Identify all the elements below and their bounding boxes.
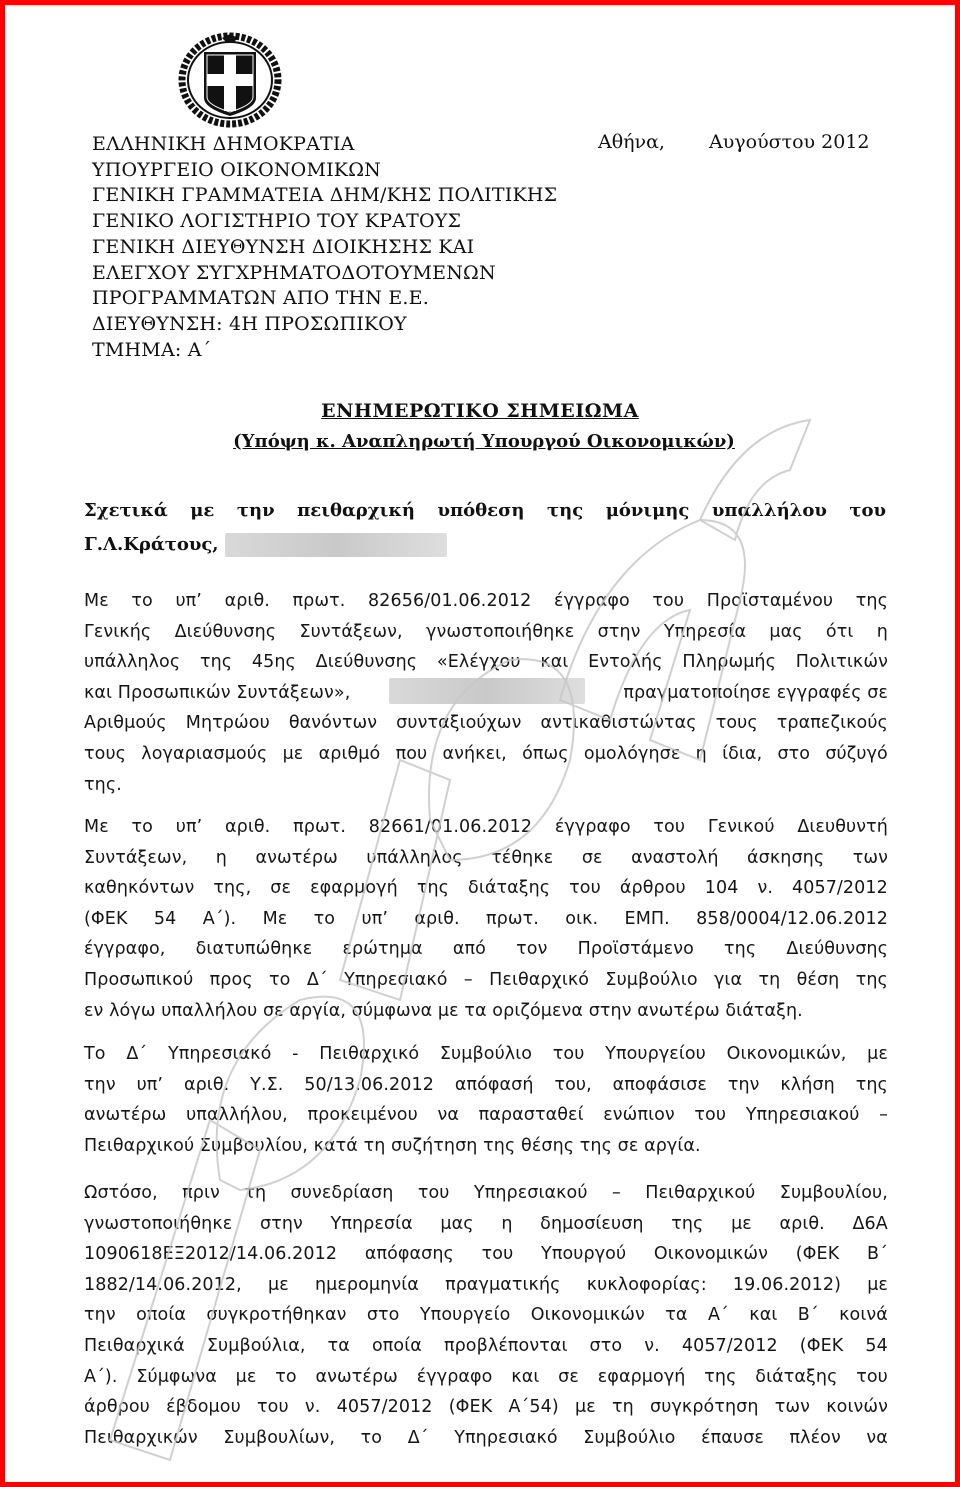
subject-line-1 [84,494,886,528]
word: και [540,652,569,673]
word: της [855,1074,888,1095]
word: Υπηρεσιακού [745,1105,860,1126]
word: έγγραφο [416,1366,493,1387]
word: έβδομου [166,1397,241,1418]
word: με [575,1397,596,1418]
word: στο [777,743,811,764]
word: διάταξης [755,1366,838,1387]
word: αντικαθιστώντας [540,713,697,734]
word: Διεύθυνσης [174,621,277,642]
word: πλέον [789,1427,841,1448]
word: άσκησης [747,847,825,868]
word: Υπηρεσιακό [344,969,448,990]
word: Με [84,591,109,611]
word: του [694,1105,727,1126]
word: το [131,591,153,611]
text-line [84,1178,888,1209]
word: με [731,1213,752,1234]
word: πρωτ. [293,817,346,837]
letterhead-line: ΥΠΟΥΡΓΕΙΟ ΟΙΚΟΝΟΜΙΚΩΝ [92,158,381,181]
word: Προϊσταμένου [706,591,834,611]
word: Οικονομικών [530,1305,645,1326]
word: να [437,1105,459,1126]
word: οποία [371,1335,422,1356]
word: – [879,1105,888,1126]
word: υπάλληλος [366,847,463,868]
text-fragment: Πειθαρχικού Συμβουλίου, κατά τη συζήτηση της θέσης της σε αργία. [84,1135,701,1156]
word: μας [440,1213,474,1234]
word: 54 [153,908,177,929]
word: εφαρμογή [310,878,398,899]
word: του [856,1366,888,1387]
word: κοινά [839,1305,888,1326]
word: προκειμένου [307,1105,418,1126]
word: Υπουργείο [419,1305,511,1326]
word: του [417,1183,450,1203]
letterhead-line: ΤΜΗΜΑ: Α΄ [92,338,212,361]
word: συγκρότηση [650,1397,759,1418]
word: καθηκόντων [84,878,195,899]
word: έπαυσε [701,1427,764,1448]
text-line [84,1209,888,1240]
document-title: ΕΝΗΜΕΡΩΤΙΚΟ ΣΗΜΕΙΩΜΑ [321,400,639,422]
word: Διευθυντή [797,817,888,837]
text-line [84,1300,888,1331]
word: 50/13.06.2012 [304,1074,434,1095]
word: διάταξης [468,878,551,899]
subject-org: Γ.Λ.Κράτους, [84,534,219,555]
word: 4057/2012 [681,1335,778,1356]
text-line [84,770,888,801]
word: ανωτέρω [315,1366,398,1387]
word: τραπεζικούς [776,713,888,734]
word: κλήση [780,1074,835,1095]
word: Υπηρεσιακού [473,1183,588,1203]
word: έγγραφο, [84,939,166,960]
word: η [695,743,707,764]
word: θέση [796,969,840,990]
word: αριθ. [414,908,460,929]
word: στο [589,1335,623,1356]
word: την [236,500,275,521]
word: Διεύθυνσης [786,939,888,960]
word: όπως [522,743,569,764]
text-line [84,843,888,874]
word: της, [213,878,252,899]
word: με [867,1274,888,1295]
word: την [84,1305,116,1326]
word: Α΄). [84,1366,118,1387]
word: Προσωπικού [84,969,194,990]
word: έγγραφο [554,591,630,611]
word: στην [597,621,641,642]
word: της [855,591,888,611]
word: υπαλλήλου [711,500,827,521]
word: 82656/01.06.2012 [368,591,532,611]
word: Γενικού [707,817,775,837]
word: Μητρώου [185,713,270,734]
word: Πειθαρχικών [84,1427,198,1448]
word: Πειθαρχικό [319,1044,420,1064]
word: πρωτ. [486,908,539,929]
word: απόφασης [364,1244,454,1265]
word: αριθ. [779,1213,825,1234]
word: υπ’ [361,908,388,929]
word: ν. [644,1335,660,1356]
word: οικ. [565,908,599,929]
paragraph-1 [84,586,888,800]
word: Υ.Σ. [250,1074,284,1095]
word: ενώπιον [603,1105,675,1126]
word: – [463,969,473,990]
word: Δ΄ [306,969,328,990]
word: τον [516,939,548,960]
document-subtitle: (Υπόψη κ. Αναπληρωτή Υπουργού Οικονομικών) [233,431,735,452]
word: ανωτέρω [255,847,338,868]
word: τα [665,1305,688,1326]
word: Συμβουλίου, [779,1183,888,1203]
letterhead [92,132,557,363]
word: - [292,1044,299,1064]
word: δημοσίευση [540,1213,644,1234]
word: 4057/2012 [336,1397,433,1418]
word: Α΄54) [508,1397,559,1418]
word: αριθμό [318,743,381,764]
paragraph-4 [84,1178,888,1453]
document-date [598,131,870,153]
word: 1882/14.06.2012, [84,1274,242,1295]
word: 4057/2012 [792,878,888,899]
paragraph-2 [84,812,888,1026]
word: απόφασή [454,1074,534,1095]
text-line [84,708,888,739]
word: πριν [182,1183,220,1203]
word: με [867,1044,888,1064]
word: του [552,1044,585,1064]
word: της [416,878,450,899]
word: λογαριασμούς [141,743,268,764]
word: Πειθαρχικού [645,1183,756,1203]
word: Υπηρεσία [330,1213,413,1234]
word: ερώτημα [342,939,423,960]
word: Συμβούλιο [605,969,698,990]
word: συνεδρίαση [290,1183,394,1203]
word: Πολιτικών [795,652,888,673]
text-line [84,996,888,1027]
word: Α΄ [707,1305,729,1326]
word: στο [366,1305,400,1326]
word: αριθ. [183,1074,230,1095]
word: της [199,652,233,673]
text-fragment: εν λόγω υπαλλήλου σε αργία, σύμφωνα με τα οριζόμενα στην ανωτέρω διάταξη. [84,1000,803,1021]
text-line [84,678,888,709]
paragraph-3 [84,1039,888,1161]
word: ομολόγησε [583,743,681,764]
word: η [876,621,888,642]
word: (ΦΕΚ [795,1244,840,1265]
word: Πληρωμής [682,652,776,673]
text-line [84,739,888,770]
word: 19.06.2012) [732,1274,842,1295]
word: πρωτ. [292,591,346,611]
text-line [84,1131,888,1162]
word: (ΦΕΚ [448,1397,493,1418]
word: Πειθαρχικά [84,1335,185,1356]
word: διατυπώθηκε [195,939,313,960]
text-line [84,934,888,965]
word: 1090618ΕΞ2012/14.06.2012 [84,1244,338,1265]
word: της [671,1213,704,1234]
text-line [84,1100,888,1131]
word: ΕΜΠ. [624,908,670,929]
word: του [653,817,686,837]
word: του [569,878,601,899]
word: Διεύθυνσης [315,652,418,673]
word: υπ’ [136,1074,164,1095]
letterhead-line: ΓΕΝΙΚΗ ΓΡΑΜΜΑΤΕΙΑ ΔΗΜ/ΚΗΣ ΠΟΛΙΤΙΚΗΣ [92,184,558,207]
word: 54 [865,1335,888,1356]
word: και [511,1366,540,1387]
text-line [84,1362,888,1393]
word: ν. [757,878,773,899]
word: με [235,1366,257,1387]
text-line [84,1239,888,1270]
word: το [275,1366,297,1387]
word: η [501,1213,513,1234]
word: της [724,939,757,960]
word: Συμβούλιο [583,1427,676,1448]
word: Αριθμούς [84,713,167,734]
word: σε [581,847,603,868]
word: του [257,1397,289,1418]
word: παρασταθεί [478,1105,584,1126]
word: ανήκει, [442,743,507,764]
word: που [395,743,428,764]
word: του, [554,1074,592,1095]
word: με [190,500,215,521]
word: Γενικής [84,621,152,642]
word: 858/0004/12.06.2012 [696,908,888,929]
word: Προϊστάμενο [577,939,694,960]
word: του [652,591,685,611]
word: Συντάξεων, [84,847,188,868]
text-fragment: πραγματοποίησε εγγραφές σε [623,682,888,703]
redacted-name [225,533,447,557]
letterhead-line: ΓΕΝΙΚΟ ΛΟΓΙΣΤΗΡΙΟ ΤΟΥ ΚΡΑΤΟΥΣ [92,210,462,233]
word: της [855,969,888,990]
word: του [481,1244,514,1265]
word: της [704,1366,737,1387]
word: συνταξιούχων [396,713,522,734]
word: ν. [304,1397,321,1418]
word: κυκλοφορίας: [586,1274,707,1295]
word: γνωστοποιήθηκε [425,621,575,642]
word: θανόντων [288,713,378,734]
word: το [360,1427,383,1448]
word: Υπηρεσία [663,621,747,642]
word: Β΄ [867,1244,888,1265]
word: των [774,1397,811,1418]
word: τη [612,1397,634,1418]
word: υπ’ [175,591,202,611]
word: (ΦΕΚ [799,1335,844,1356]
word: Υπουργείου [605,1044,706,1064]
word: (ΦΕΚ [84,908,128,929]
word: τέθηκε [491,847,554,868]
letterhead-line: ΠΡΟΓΡΑΜΜΑΤΩΝ ΑΠΟ ΤΗΝ Ε.Ε. [92,287,429,310]
text-line [84,1331,888,1362]
word: έγγραφο [554,817,631,837]
word: Δ6Α [852,1213,888,1234]
word: αναστολή [631,847,719,868]
text-line [84,904,888,935]
text-line [84,647,888,678]
word: υπ’ [175,817,203,837]
word: Οικονομικών, [726,1044,847,1064]
text-line [84,1423,888,1454]
subject-line-2 [84,528,886,562]
text-line [84,586,888,617]
word: Με [262,908,288,929]
word: γνωστοποιήθηκε [84,1213,233,1234]
subject-heading [84,494,886,562]
word: με [282,743,304,764]
word: τη [244,1183,267,1203]
word: Α΄). [202,908,237,929]
letterhead-line: ΓΕΝΙΚΗ ΔΙΕΥΘΥΝΣΗ ΔΙΟΙΚΗΣΗΣ ΚΑΙ [92,235,475,258]
word: τους [84,743,127,764]
word: τα [327,1335,350,1356]
word: ίδια, [722,743,763,764]
word: συγκροτήθηκαν [206,1305,347,1326]
word: Υπουργού [541,1244,627,1265]
word: «Ελέγχου [436,652,521,673]
word: Συντάξεων, [299,621,403,642]
word: τη [758,969,781,990]
word: Β΄ [797,1305,819,1326]
word: Συμβούλιο [439,1044,533,1064]
word: υπόθεση [437,500,525,521]
word: Σύμφωνα [136,1366,217,1387]
word: αριθ. [225,817,271,837]
word: προβλέπονται [443,1335,568,1356]
word: υπάλληλος [84,652,181,673]
word: Συμβούλια, [206,1335,306,1356]
word: Δ΄ [126,1044,148,1064]
word: 82661/01.06.2012 [368,817,533,837]
word: ότι [825,621,854,642]
word: αποφάσισε [612,1074,707,1095]
word: Το [84,1044,106,1064]
text-line [84,617,888,648]
word: εφαρμογή [597,1366,686,1387]
word: πειθαρχική [297,500,415,521]
word: την [727,1074,760,1095]
word: να [866,1427,888,1448]
text-line [84,873,888,904]
letterhead-line: ΕΛΛΗΝΙΚΗ ΔΗΜΟΚΡΑΤΙΑ [92,133,355,155]
word: οποία [136,1305,187,1326]
word: Συμβουλίων, [223,1427,336,1448]
word: αριθ. [224,591,270,611]
date-month-year: Αυγούστου 2012 [709,131,870,153]
word: ανωτέρω [84,1105,167,1126]
text-line [84,1270,888,1301]
word: σύζυγό [825,743,888,764]
letterhead-line: ΕΛΕΓΧΟΥ ΣΥΓΧΡΗΜΑΤΟΔΟΤΟΥΜΕΝΩΝ [92,261,496,284]
word: μας [769,621,803,642]
word: – [611,1183,621,1203]
word: με [267,1274,289,1295]
word: το [131,817,153,837]
text-fragment: της. [84,774,122,795]
text-line [84,812,888,843]
word: προς [209,969,253,990]
word: άρθρου [84,1397,150,1418]
word: Ωστόσο, [84,1183,158,1203]
word: του [849,500,886,521]
word: Οικονομικών [653,1244,769,1265]
word: Εντολής [588,652,663,673]
word: Σχετικά [84,500,168,521]
word: την [84,1074,116,1095]
word: άρθρου [619,878,686,899]
letterhead-line: ΔΙΕΥΘΥΝΣΗ: 4Η ΠΡΟΣΩΠΙΚΟΥ [92,312,407,335]
word: των [852,847,888,868]
date-city: Αθήνα, [598,131,665,153]
word: Υπηρεσιακό [167,1044,272,1064]
word: 104 [704,878,739,899]
text-line [84,1039,888,1070]
word: Δ΄ [407,1427,429,1448]
word: η [215,847,227,868]
word: μόνιμης [605,500,690,521]
word: τους [715,713,758,734]
text-line [84,965,888,996]
word: και [749,1305,778,1326]
text-line [84,1392,888,1423]
text-line [84,1070,888,1101]
word: υπαλλήλου, [186,1105,288,1126]
redacted-name [389,678,585,704]
greek-coat-of-arms-icon [178,32,282,128]
word: της [547,500,584,521]
text-fragment: και Προσωπικών Συντάξεων», [84,682,351,703]
word: για [713,969,743,990]
word: σε [270,878,292,899]
word: ημερομηνία [314,1274,419,1295]
word: το [269,969,291,990]
word: Υπηρεσιακό [454,1427,558,1448]
word: Με [84,817,109,837]
word: πραγματικής [445,1274,561,1295]
word: Πειθαρχικό [489,969,590,990]
word: από [452,939,486,960]
word: σε [558,1366,579,1387]
word: 45ης [251,652,296,673]
word: το [313,908,336,929]
word: κοινών [826,1397,888,1418]
word: στην [260,1213,303,1234]
